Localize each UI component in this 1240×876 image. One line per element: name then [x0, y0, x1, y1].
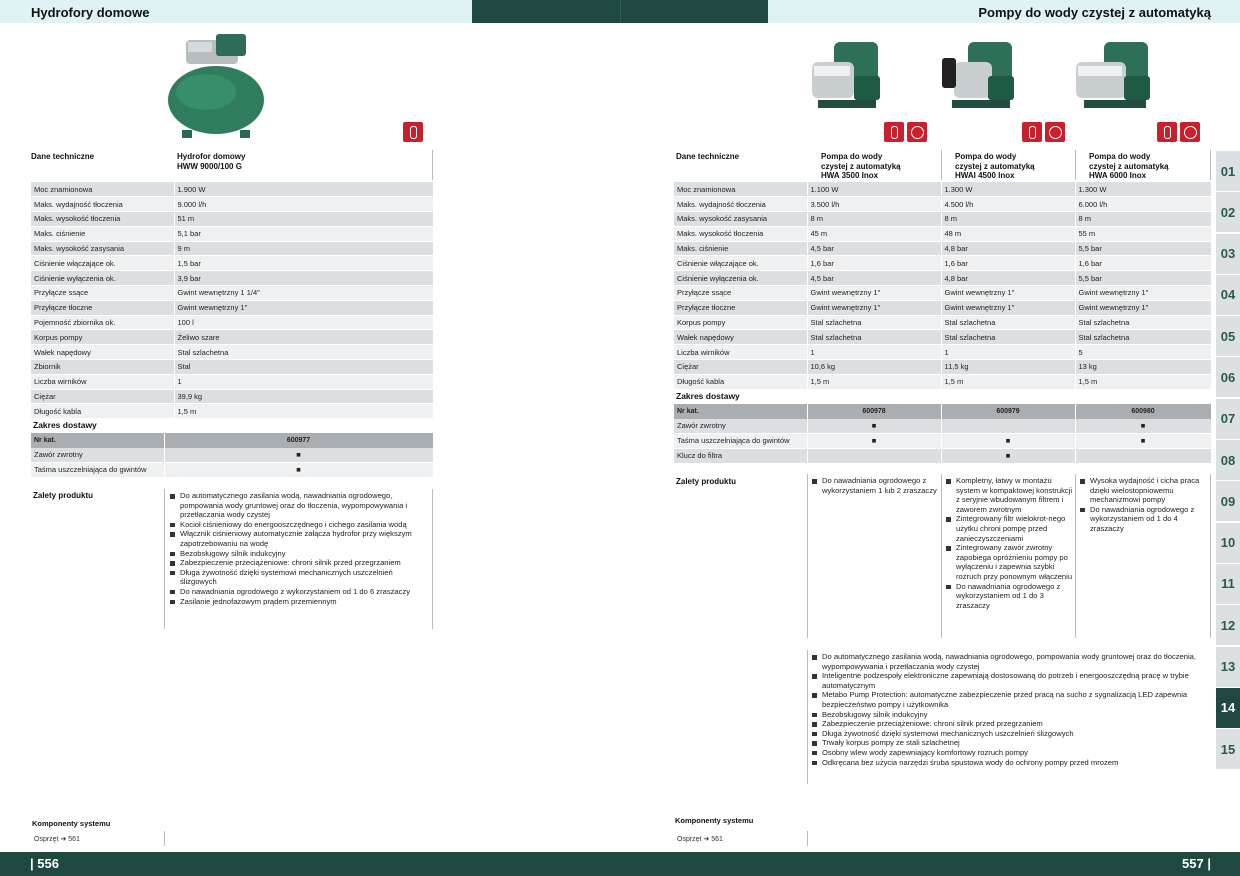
- nr-value: 600977: [164, 433, 433, 448]
- advantage-item: Długa żywotność dzięki systemowi mechanicznych uszczelnień ślizgowych: [811, 729, 1206, 739]
- left-components-label: Komponenty systemu: [32, 819, 111, 828]
- hwai4500-feature-icons: [1022, 122, 1065, 142]
- left-feature-icons: [403, 122, 423, 142]
- right-spec-value: 1,6 bar: [1075, 256, 1211, 271]
- chapter-tab-02[interactable]: 02: [1216, 192, 1240, 232]
- right-spec-label: Liczba wirników: [674, 345, 807, 360]
- right-spec-value: 8 m: [1075, 212, 1211, 227]
- right-spec-value: 1.300 W: [941, 182, 1075, 197]
- product-title-hwa3500: Pompa do wody czystej z automatyką HWA 3500 Inox: [821, 152, 901, 180]
- left-spec-label: Ciężar: [31, 389, 174, 404]
- left-spec-row: [31, 315, 433, 330]
- right-spec-value: Gwint wewnętrzny 1": [807, 300, 941, 315]
- chapter-tab-01[interactable]: 01: [1216, 151, 1240, 191]
- left-spec-value: 1,5 bar: [174, 256, 433, 271]
- right-delivery-value: ■: [941, 448, 1075, 463]
- left-spec-row: [31, 374, 433, 389]
- right-spec-row: [674, 241, 1211, 256]
- right-delivery-value: ■: [807, 419, 941, 434]
- advantage-item: Do nawadniania ogrodowego z wykorzystaniem 1 lub 2 zraszaczy: [811, 476, 939, 495]
- advantage-item: Zintegrowany filtr wielokrot-nego użytku chroni pompę przed zanieczyszczeniami: [945, 514, 1073, 543]
- left-spec-label: Pojemność zbiornika ok.: [31, 315, 174, 330]
- left-spec-row: [31, 389, 433, 404]
- right-header-divider-3: [1210, 150, 1211, 180]
- right-common-divider: [807, 650, 808, 784]
- chapter-tab-03[interactable]: 03: [1216, 234, 1240, 274]
- right-spec-value: 5: [1075, 345, 1211, 360]
- right-spec-value: 1,5 m: [1075, 374, 1211, 389]
- left-spec-value: Żeliwo szare: [174, 330, 433, 345]
- left-spec-label: Korpus pompy: [31, 330, 174, 345]
- right-spec-value: Stal szlachetna: [941, 315, 1075, 330]
- left-spec-label: Przyłącze tłoczne: [31, 300, 174, 315]
- nr-value-hwa6000: 600980: [1075, 404, 1211, 419]
- right-header-divider-2: [1075, 150, 1076, 180]
- left-components-ref: Osprzęt ➜ 561: [34, 836, 80, 843]
- left-spec-row: [31, 404, 433, 419]
- left-spec-row: [31, 300, 433, 315]
- left-header-divider: [432, 150, 433, 180]
- advantage-item: Odkręcana bez użycia narzędzi śruba spustowa wody do ochrony pompy przed mrozem: [811, 758, 1206, 768]
- advantage-item: Do nawadniania ogrodowego z wykorzystaniem od 1 do 4 zraszaczy: [1079, 505, 1207, 534]
- chapter-tab-11[interactable]: 11: [1216, 564, 1240, 604]
- right-spec-value: 4.500 l/h: [941, 197, 1075, 212]
- right-spec-row: [674, 197, 1211, 212]
- right-spec-value: 1,6 bar: [807, 256, 941, 271]
- right-delivery-value: ■: [1075, 434, 1211, 449]
- advantage-item: Do automatycznego zasilania wodą, nawadniania ogrodowego, pompowania wody gruntowej oraz do tłoczenia, wypompowywania i przetłaczania wody czystej: [811, 652, 1206, 671]
- right-delivery-row: [674, 419, 1211, 434]
- left-spec-value: 1.900 W: [174, 182, 433, 197]
- right-spec-value: 13 kg: [1075, 360, 1211, 375]
- nr-value-hwa3500: 600978: [807, 404, 941, 419]
- left-spec-label: Przyłącze ssące: [31, 286, 174, 301]
- left-spec-label: Maks. ciśnienie: [31, 226, 174, 241]
- hwa3500-product-image: [806, 38, 886, 114]
- chapter-tab-07[interactable]: 07: [1216, 399, 1240, 439]
- left-page-number: | 556: [30, 856, 59, 871]
- left-spec-row: [31, 241, 433, 256]
- right-delivery-label: Zawór zwrotny: [674, 419, 807, 434]
- right-nr-row: [674, 404, 1211, 419]
- right-adv-divider-2: [1075, 474, 1076, 638]
- header-bar-center-left: [472, 0, 620, 23]
- right-spec-value: 4,5 bar: [807, 241, 941, 256]
- advantage-item: Do automatycznego zasilania wodą, nawadniania ogrodowego, pompowania wody gruntowej oraz do tłoczenia, wypompowywania i przetłaczania wody czystej: [169, 491, 431, 520]
- right-spec-value: 10,6 kg: [807, 360, 941, 375]
- right-spec-row: [674, 271, 1211, 286]
- right-spec-value: 11,5 kg: [941, 360, 1075, 375]
- right-delivery-value: [1075, 448, 1211, 463]
- chapter-tab-15[interactable]: 15: [1216, 729, 1240, 769]
- thermo-stop-icon: [403, 122, 423, 142]
- right-spec-value: 3.500 l/h: [807, 197, 941, 212]
- right-spec-value: Gwint wewnętrzny 1": [941, 300, 1075, 315]
- right-spec-row: [674, 286, 1211, 301]
- chapter-tab-13[interactable]: 13: [1216, 647, 1240, 687]
- pump-protection-icon: [1180, 122, 1200, 142]
- chapter-tab-09[interactable]: 09: [1216, 481, 1240, 521]
- right-spec-value: 4,8 bar: [941, 271, 1075, 286]
- advantage-item: Zintegrowany zawór zwrotny zapobiega opróżnieniu pompy po wyłączeniu i zapewnia szybki rozruch przy ponownym włączeniu: [945, 543, 1073, 581]
- right-spec-label: Korpus pompy: [674, 315, 807, 330]
- right-spec-table: [674, 182, 1212, 390]
- advantage-item: Trwały korpus pompy ze stali szlachetnej: [811, 738, 1206, 748]
- header-bar-center-right: [620, 0, 768, 23]
- right-spec-value: 4,8 bar: [941, 241, 1075, 256]
- nr-label: Nr kat.: [674, 404, 807, 419]
- left-nr-row: [31, 433, 433, 448]
- left-spec-row: [31, 226, 433, 241]
- right-delivery-label: Klucz do filtra: [674, 448, 807, 463]
- right-spec-label: Moc znamionowa: [674, 182, 807, 197]
- right-header-divider-1: [941, 150, 942, 180]
- right-spec-row: [674, 330, 1211, 345]
- right-delivery-row: [674, 448, 1211, 463]
- right-spec-row: [674, 315, 1211, 330]
- right-spec-value: 1.300 W: [1075, 182, 1211, 197]
- right-spec-row: [674, 300, 1211, 315]
- hwa3500-feature-icons: [884, 122, 927, 142]
- right-spec-row: [674, 374, 1211, 389]
- chapter-tab-14[interactable]: 14: [1216, 688, 1240, 728]
- left-spec-value: 3,9 bar: [174, 271, 433, 286]
- right-delivery-label: Zakres dostawy: [676, 391, 740, 401]
- chapter-tab-06[interactable]: 06: [1216, 357, 1240, 397]
- right-spec-value: Stal szlachetna: [807, 315, 941, 330]
- left-delivery-row: [31, 463, 433, 478]
- left-spec-value: Stal: [174, 360, 433, 375]
- left-delivery-value: ■: [164, 448, 433, 463]
- advantages-hwa6000: [1079, 476, 1207, 534]
- right-delivery-value: ■: [807, 434, 941, 449]
- right-spec-row: [674, 345, 1211, 360]
- right-spec-value: 1,6 bar: [941, 256, 1075, 271]
- advantage-item: Kocioł ciśnieniowy do energooszczędnego i cichego zasilania wodą: [169, 520, 431, 530]
- right-components-divider: [807, 831, 808, 846]
- right-spec-row: [674, 226, 1211, 241]
- advantage-item: Do nawadniania ogrodowego z wykorzystaniem od 1 do 6 zraszaczy: [169, 587, 431, 597]
- advantage-item: Zabezpieczenie przeciążeniowe: chroni silnik przed przegrzaniem: [169, 558, 431, 568]
- right-spec-value: 55 m: [1075, 226, 1211, 241]
- left-spec-value: Stal szlachetna: [174, 345, 433, 360]
- right-spec-value: Stal szlachetna: [807, 330, 941, 345]
- right-section-title: Pompy do wody czystej z automatyką: [978, 5, 1211, 20]
- left-advantages-divider-right: [432, 489, 433, 629]
- hwa6000-product-image: [1072, 38, 1156, 114]
- right-spec-value: Stal szlachetna: [941, 330, 1075, 345]
- left-spec-row: [31, 360, 433, 375]
- right-spec-value: 4,5 bar: [807, 271, 941, 286]
- right-spec-value: 45 m: [807, 226, 941, 241]
- product-title-hwai4500: Pompa do wody czystej z automatyką HWAI 4500 Inox: [955, 152, 1035, 180]
- right-spec-label: Maks. wysokość zasysania: [674, 212, 807, 227]
- advantage-item: Bezobsługowy silnik indukcyjny: [811, 710, 1206, 720]
- chapter-tab-04[interactable]: 04: [1216, 275, 1240, 315]
- footer-bar: [0, 852, 1240, 876]
- left-delivery-label: Taśma uszczelniająca do gwintów: [31, 463, 164, 478]
- advantages-hwai4500: [945, 476, 1073, 610]
- advantage-item: Wysoka wydajność i cicha praca dzięki wielostopniowemu mechanizmowi pompy: [1079, 476, 1207, 505]
- right-tech-label: Dane techniczne: [676, 152, 740, 161]
- left-spec-label: Zbiornik: [31, 360, 174, 375]
- left-spec-row: [31, 330, 433, 345]
- advantage-item: Do nawadniania ogrodowego z wykorzystaniem od 1 do 3 zraszaczy: [945, 582, 1073, 611]
- left-spec-label: Maks. wysokość zasysania: [31, 241, 174, 256]
- left-spec-value: 9.000 l/h: [174, 197, 433, 212]
- chapter-tab-05[interactable]: 05: [1216, 316, 1240, 356]
- left-components-divider: [164, 831, 165, 846]
- right-spec-row: [674, 360, 1211, 375]
- right-spec-label: Przyłącze tłoczne: [674, 300, 807, 315]
- thermo-stop-icon: [1022, 122, 1042, 142]
- right-spec-value: Stal szlachetna: [1075, 315, 1211, 330]
- right-spec-value: Gwint wewnętrzny 1": [1075, 286, 1211, 301]
- right-spec-value: 1.100 W: [807, 182, 941, 197]
- right-spec-label: Ciężar: [674, 360, 807, 375]
- advantage-item: Bezobsługowy silnik indukcyjny: [169, 549, 431, 559]
- advantages-common-list: [811, 652, 1206, 767]
- left-spec-value: 1: [174, 374, 433, 389]
- right-spec-label: Ciśnienie wyłączenia ok.: [674, 271, 807, 286]
- product-title-hwa6000: Pompa do wody czystej z automatyką HWA 6000 Inox: [1089, 152, 1169, 180]
- right-spec-label: Maks. wydajność tłoczenia: [674, 197, 807, 212]
- right-spec-value: Stal szlachetna: [1075, 330, 1211, 345]
- advantages-hwa3500: [811, 476, 939, 495]
- right-spec-label: Maks. ciśnienie: [674, 241, 807, 256]
- right-spec-value: 1: [807, 345, 941, 360]
- hwa6000-feature-icons: [1157, 122, 1200, 142]
- right-delivery-value: [941, 419, 1075, 434]
- right-spec-value: 1,5 m: [807, 374, 941, 389]
- advantage-item: Inteligentne podzespoły elektroniczne zapewniają dostosowaną do potrzeb i energooszczędną pracę w trybie automatycznym: [811, 671, 1206, 690]
- left-spec-value: 39,9 kg: [174, 389, 433, 404]
- left-spec-row: [31, 286, 433, 301]
- left-delivery-label: Zakres dostawy: [33, 420, 97, 430]
- advantage-item: Metabo Pump Protection: automatyczne zabezpieczenie przed pracą na sucho z sygnalizacją LED zapewnia bezpieczeństwo pompy i użytkownika: [811, 690, 1206, 709]
- hwai4500-product-image: [940, 38, 1020, 114]
- right-adv-divider-1: [941, 474, 942, 638]
- left-spec-label: Długość kabla: [31, 404, 174, 419]
- left-delivery-value: ■: [164, 463, 433, 478]
- left-advantages-label: Zalety produktu: [33, 491, 94, 500]
- right-components-label: Komponenty systemu: [675, 816, 754, 825]
- right-page-number: 557 |: [1182, 856, 1211, 871]
- right-spec-label: Ciśnienie włączające ok.: [674, 256, 807, 271]
- chapter-tab-12[interactable]: 12: [1216, 605, 1240, 645]
- left-spec-value: Gwint wewnętrzny 1 1/4": [174, 286, 433, 301]
- chapter-tab-08[interactable]: 08: [1216, 440, 1240, 480]
- left-tech-label: Dane techniczne: [31, 152, 95, 161]
- left-delivery-label: Zawór zwrotny: [31, 448, 164, 463]
- right-spec-label: Maks. wysokość tłoczenia: [674, 226, 807, 241]
- left-product-title: Hydrofor domowy HWW 9000/100 G: [177, 152, 246, 171]
- right-spec-row: [674, 182, 1211, 197]
- left-spec-label: Ciśnienie włączające ok.: [31, 256, 174, 271]
- right-spec-label: Przyłącze ssące: [674, 286, 807, 301]
- right-delivery-table: [674, 404, 1212, 464]
- advantage-item: Zasilanie jednofazowym prądem przemiennym: [169, 597, 431, 607]
- right-spec-label: Długość kabla: [674, 374, 807, 389]
- right-components-ref: Osprzęt ➜ 561: [677, 836, 723, 843]
- right-delivery-value: [807, 448, 941, 463]
- right-spec-value: 5,5 bar: [1075, 271, 1211, 286]
- left-section-title: Hydrofory domowe: [31, 5, 150, 20]
- left-spec-row: [31, 256, 433, 271]
- right-spec-value: Gwint wewnętrzny 1": [1075, 300, 1211, 315]
- right-delivery-row: [674, 434, 1211, 449]
- left-spec-table: [31, 182, 434, 419]
- left-spec-row: [31, 345, 433, 360]
- left-spec-row: [31, 182, 433, 197]
- left-spec-value: 5,1 bar: [174, 226, 433, 241]
- left-spec-label: Ciśnienie wyłączenia ok.: [31, 271, 174, 286]
- chapter-tabs: [1216, 151, 1240, 770]
- left-spec-value: 51 m: [174, 212, 433, 227]
- pump-protection-icon: [1045, 122, 1065, 142]
- left-spec-value: Gwint wewnętrzny 1": [174, 300, 433, 315]
- right-delivery-value: ■: [1075, 419, 1211, 434]
- left-spec-value: 9 m: [174, 241, 433, 256]
- right-spec-value: 8 m: [941, 212, 1075, 227]
- advantage-item: Długa żywotność dzięki systemowi mechanicznych uszczelnień ślizgowych: [169, 568, 431, 587]
- chapter-tab-10[interactable]: 10: [1216, 523, 1240, 563]
- right-spec-value: 1: [941, 345, 1075, 360]
- right-adv-divider-3: [1210, 474, 1211, 638]
- right-spec-row: [674, 212, 1211, 227]
- left-delivery-table: [31, 433, 434, 478]
- nr-value-hwai4500: 600979: [941, 404, 1075, 419]
- right-spec-value: Gwint wewnętrzny 1": [941, 286, 1075, 301]
- right-spec-value: 8 m: [807, 212, 941, 227]
- left-spec-value: 1,5 m: [174, 404, 433, 419]
- left-spec-value: 100 l: [174, 315, 433, 330]
- right-spec-value: 1,5 m: [941, 374, 1075, 389]
- right-spec-value: Gwint wewnętrzny 1": [807, 286, 941, 301]
- right-delivery-label: Taśma uszczelniająca do gwintów: [674, 434, 807, 449]
- right-spec-value: 6.000 l/h: [1075, 197, 1211, 212]
- advantage-item: Włącznik ciśnieniowy automatycznie załącza hydrofor przy większym zapotrzebowaniu na wodę: [169, 529, 431, 548]
- advantage-item: Zabezpieczenie przeciążeniowe: chroni silnik przed przegrzaniem: [811, 719, 1206, 729]
- left-spec-row: [31, 271, 433, 286]
- left-spec-label: Liczba wirników: [31, 374, 174, 389]
- left-spec-row: [31, 212, 433, 227]
- right-advantages-label: Zalety produktu: [676, 477, 737, 486]
- right-spec-value: 5,5 bar: [1075, 241, 1211, 256]
- left-delivery-row: [31, 448, 433, 463]
- left-spec-label: Wałek napędowy: [31, 345, 174, 360]
- left-advantages-divider: [164, 489, 165, 629]
- left-advantages-list: [169, 491, 431, 606]
- advantage-item: Kompletny, łatwy w montażu system w kompaktowej konstrukcji z seryjnie wbudowanym filtrem i zaworem zwrotnym: [945, 476, 1073, 514]
- right-adv-divider-0: [807, 474, 808, 638]
- thermo-stop-icon: [884, 122, 904, 142]
- left-spec-label: Maks. wysokość tłoczenia: [31, 212, 174, 227]
- advantage-item: Osobny wlew wody zapewniający komfortowy rozruch pompy: [811, 748, 1206, 758]
- right-spec-label: Wałek napędowy: [674, 330, 807, 345]
- pump-protection-icon: [907, 122, 927, 142]
- left-spec-row: [31, 197, 433, 212]
- thermo-stop-icon: [1157, 122, 1177, 142]
- right-spec-value: 48 m: [941, 226, 1075, 241]
- right-spec-row: [674, 256, 1211, 271]
- hydrofor-product-image: [158, 30, 270, 142]
- right-delivery-value: ■: [941, 434, 1075, 449]
- nr-label: Nr kat.: [31, 433, 164, 448]
- left-spec-label: Maks. wydajność tłoczenia: [31, 197, 174, 212]
- left-spec-label: Moc znamionowa: [31, 182, 174, 197]
